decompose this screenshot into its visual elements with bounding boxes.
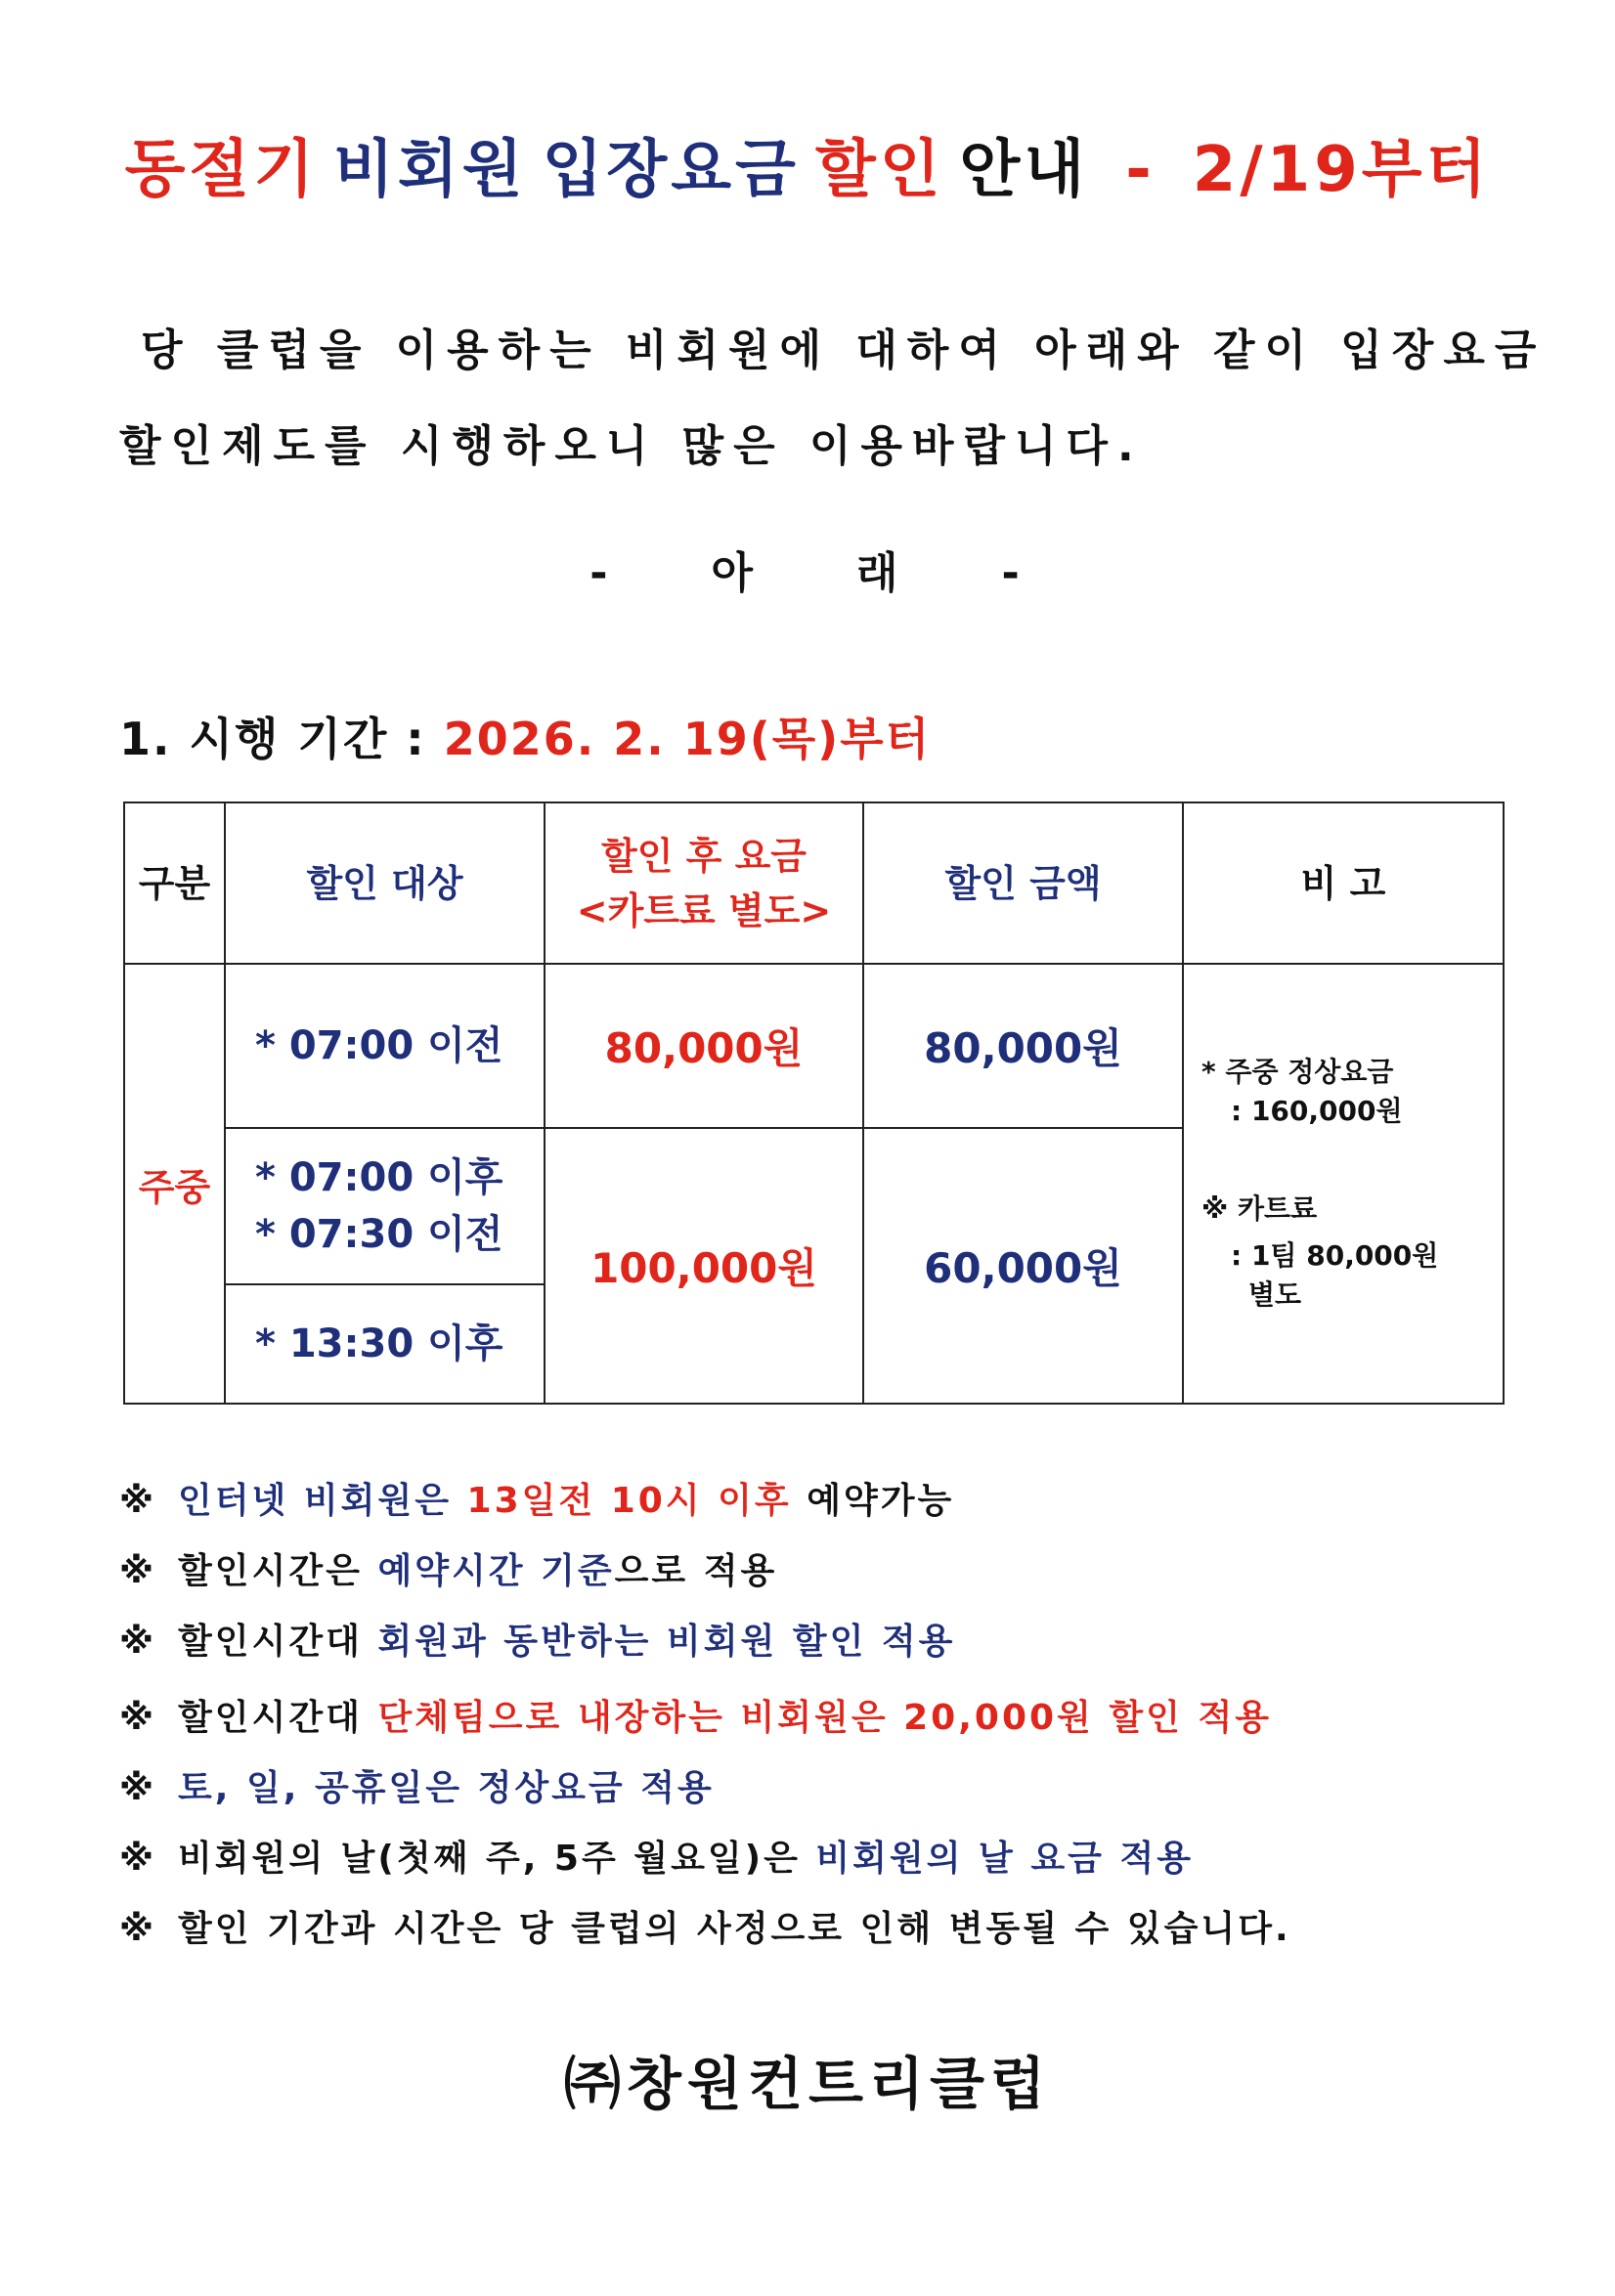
note-mark: ※ <box>119 1622 156 1662</box>
header-category: 구분 <box>124 802 225 964</box>
heading-char: 래 <box>856 548 904 598</box>
note-text: 할인시간대 <box>178 1698 363 1738</box>
fee-cell: 80,000원 <box>545 964 863 1128</box>
period-value: 2026. 2. 19(목)부터 <box>443 713 932 765</box>
title-part: 동절기 <box>124 134 319 206</box>
period-line <box>119 704 931 768</box>
title-part: 할인 <box>814 134 944 206</box>
target-cell: * 13:30 이후 <box>225 1284 545 1404</box>
target-cell <box>225 1128 545 1284</box>
fee-cell: 100,000원 <box>545 1128 863 1404</box>
note-text: 13일전 10시 이후 <box>466 1481 792 1521</box>
title-part: 비회원 <box>333 134 527 206</box>
table-header-row <box>124 802 1504 964</box>
category-cell: 주중 <box>124 964 225 1404</box>
note-text: 비회원의 날 요금 적용 <box>815 1839 1194 1879</box>
discount-cell: 80,000원 <box>863 964 1183 1128</box>
fee-table <box>123 801 1505 1405</box>
note-mark: ※ <box>119 1698 156 1738</box>
heading-dash: - <box>1001 548 1026 598</box>
remark-line: 별도 <box>1248 1278 1302 1311</box>
section-heading <box>0 538 1615 600</box>
heading-char: 아 <box>711 548 759 598</box>
remark-line: : 160,000원 <box>1231 1095 1403 1127</box>
discount-cell: 60,000원 <box>863 1128 1183 1404</box>
title-part: 입장요금 <box>542 134 800 206</box>
heading-dash: - <box>589 548 614 598</box>
title-part: - <box>1125 134 1156 206</box>
note-mark: ※ <box>119 1768 156 1808</box>
table-row <box>124 964 1504 1128</box>
note-item <box>119 1607 1537 1677</box>
notice-title <box>0 119 1615 209</box>
note-text: 할인시간은 <box>178 1551 363 1591</box>
title-part: 안내 <box>959 134 1089 206</box>
period-label: 1. 시행 기간 : <box>119 713 426 765</box>
target-line: * 07:00 이후 <box>255 1155 503 1200</box>
note-mark: ※ <box>119 1839 156 1879</box>
remark-line: ※ 카트료 <box>1201 1192 1318 1225</box>
intro-line: 할인제도를 시행하오니 많은 이용바랍니다. <box>119 421 1144 471</box>
note-mark: ※ <box>119 1909 156 1949</box>
header-target: 할인 대상 <box>225 802 545 964</box>
intro-line: 당 클럽을 이용하는 비회원에 대하여 아래와 같이 입장요금 <box>141 325 1547 375</box>
note-text: 할인 기간과 시간은 당 클럽의 사정으로 인해 변동될 수 있습니다. <box>178 1909 1291 1949</box>
target-cell: * 07:00 이전 <box>225 964 545 1128</box>
target-line: * 07:30 이전 <box>255 1212 503 1257</box>
header-discount: 할인 금액 <box>863 802 1183 964</box>
intro-paragraph <box>119 303 1547 495</box>
note-item <box>119 1824 1537 1894</box>
header-fee <box>545 802 863 964</box>
title-part: 2/19부터 <box>1192 134 1491 206</box>
note-text: 회원과 동반하는 비회원 할인 적용 <box>377 1622 956 1662</box>
note-text: 비회원의 날(첫째 주, 5주 월요일)은 <box>178 1839 801 1879</box>
note-mark: ※ <box>119 1481 156 1521</box>
note-item <box>119 1683 1537 1754</box>
remark-cell <box>1183 964 1504 1404</box>
note-text: 예약가능 <box>807 1481 955 1521</box>
notes-list <box>119 1466 1537 1965</box>
note-text: 인터넷 비회원은 <box>178 1481 452 1521</box>
header-remark: 비 고 <box>1183 802 1504 964</box>
note-mark: ※ <box>119 1551 156 1591</box>
remark-line: : 1팀 80,000원 <box>1231 1239 1439 1272</box>
note-item <box>119 1754 1537 1824</box>
note-item <box>119 1894 1537 1965</box>
note-item <box>119 1466 1537 1537</box>
note-text: 단체팀으로 내장하는 비회원은 20,000원 할인 적용 <box>377 1698 1272 1738</box>
company-name: ㈜창원컨트리클럽 <box>563 2051 1052 2117</box>
header-fee-line: <카트료 별도> <box>576 888 832 932</box>
header-fee-line: 할인 후 요금 <box>601 834 807 878</box>
note-text: 예약시간 기준 <box>377 1551 615 1591</box>
note-text: 할인시간대 <box>178 1622 363 1662</box>
note-text: 토, 일, 공휴일은 정상요금 적용 <box>178 1768 715 1808</box>
note-text: 으로 적용 <box>614 1551 778 1591</box>
remark-line: * 주중 정상요금 <box>1201 1056 1394 1088</box>
note-item <box>119 1537 1537 1607</box>
